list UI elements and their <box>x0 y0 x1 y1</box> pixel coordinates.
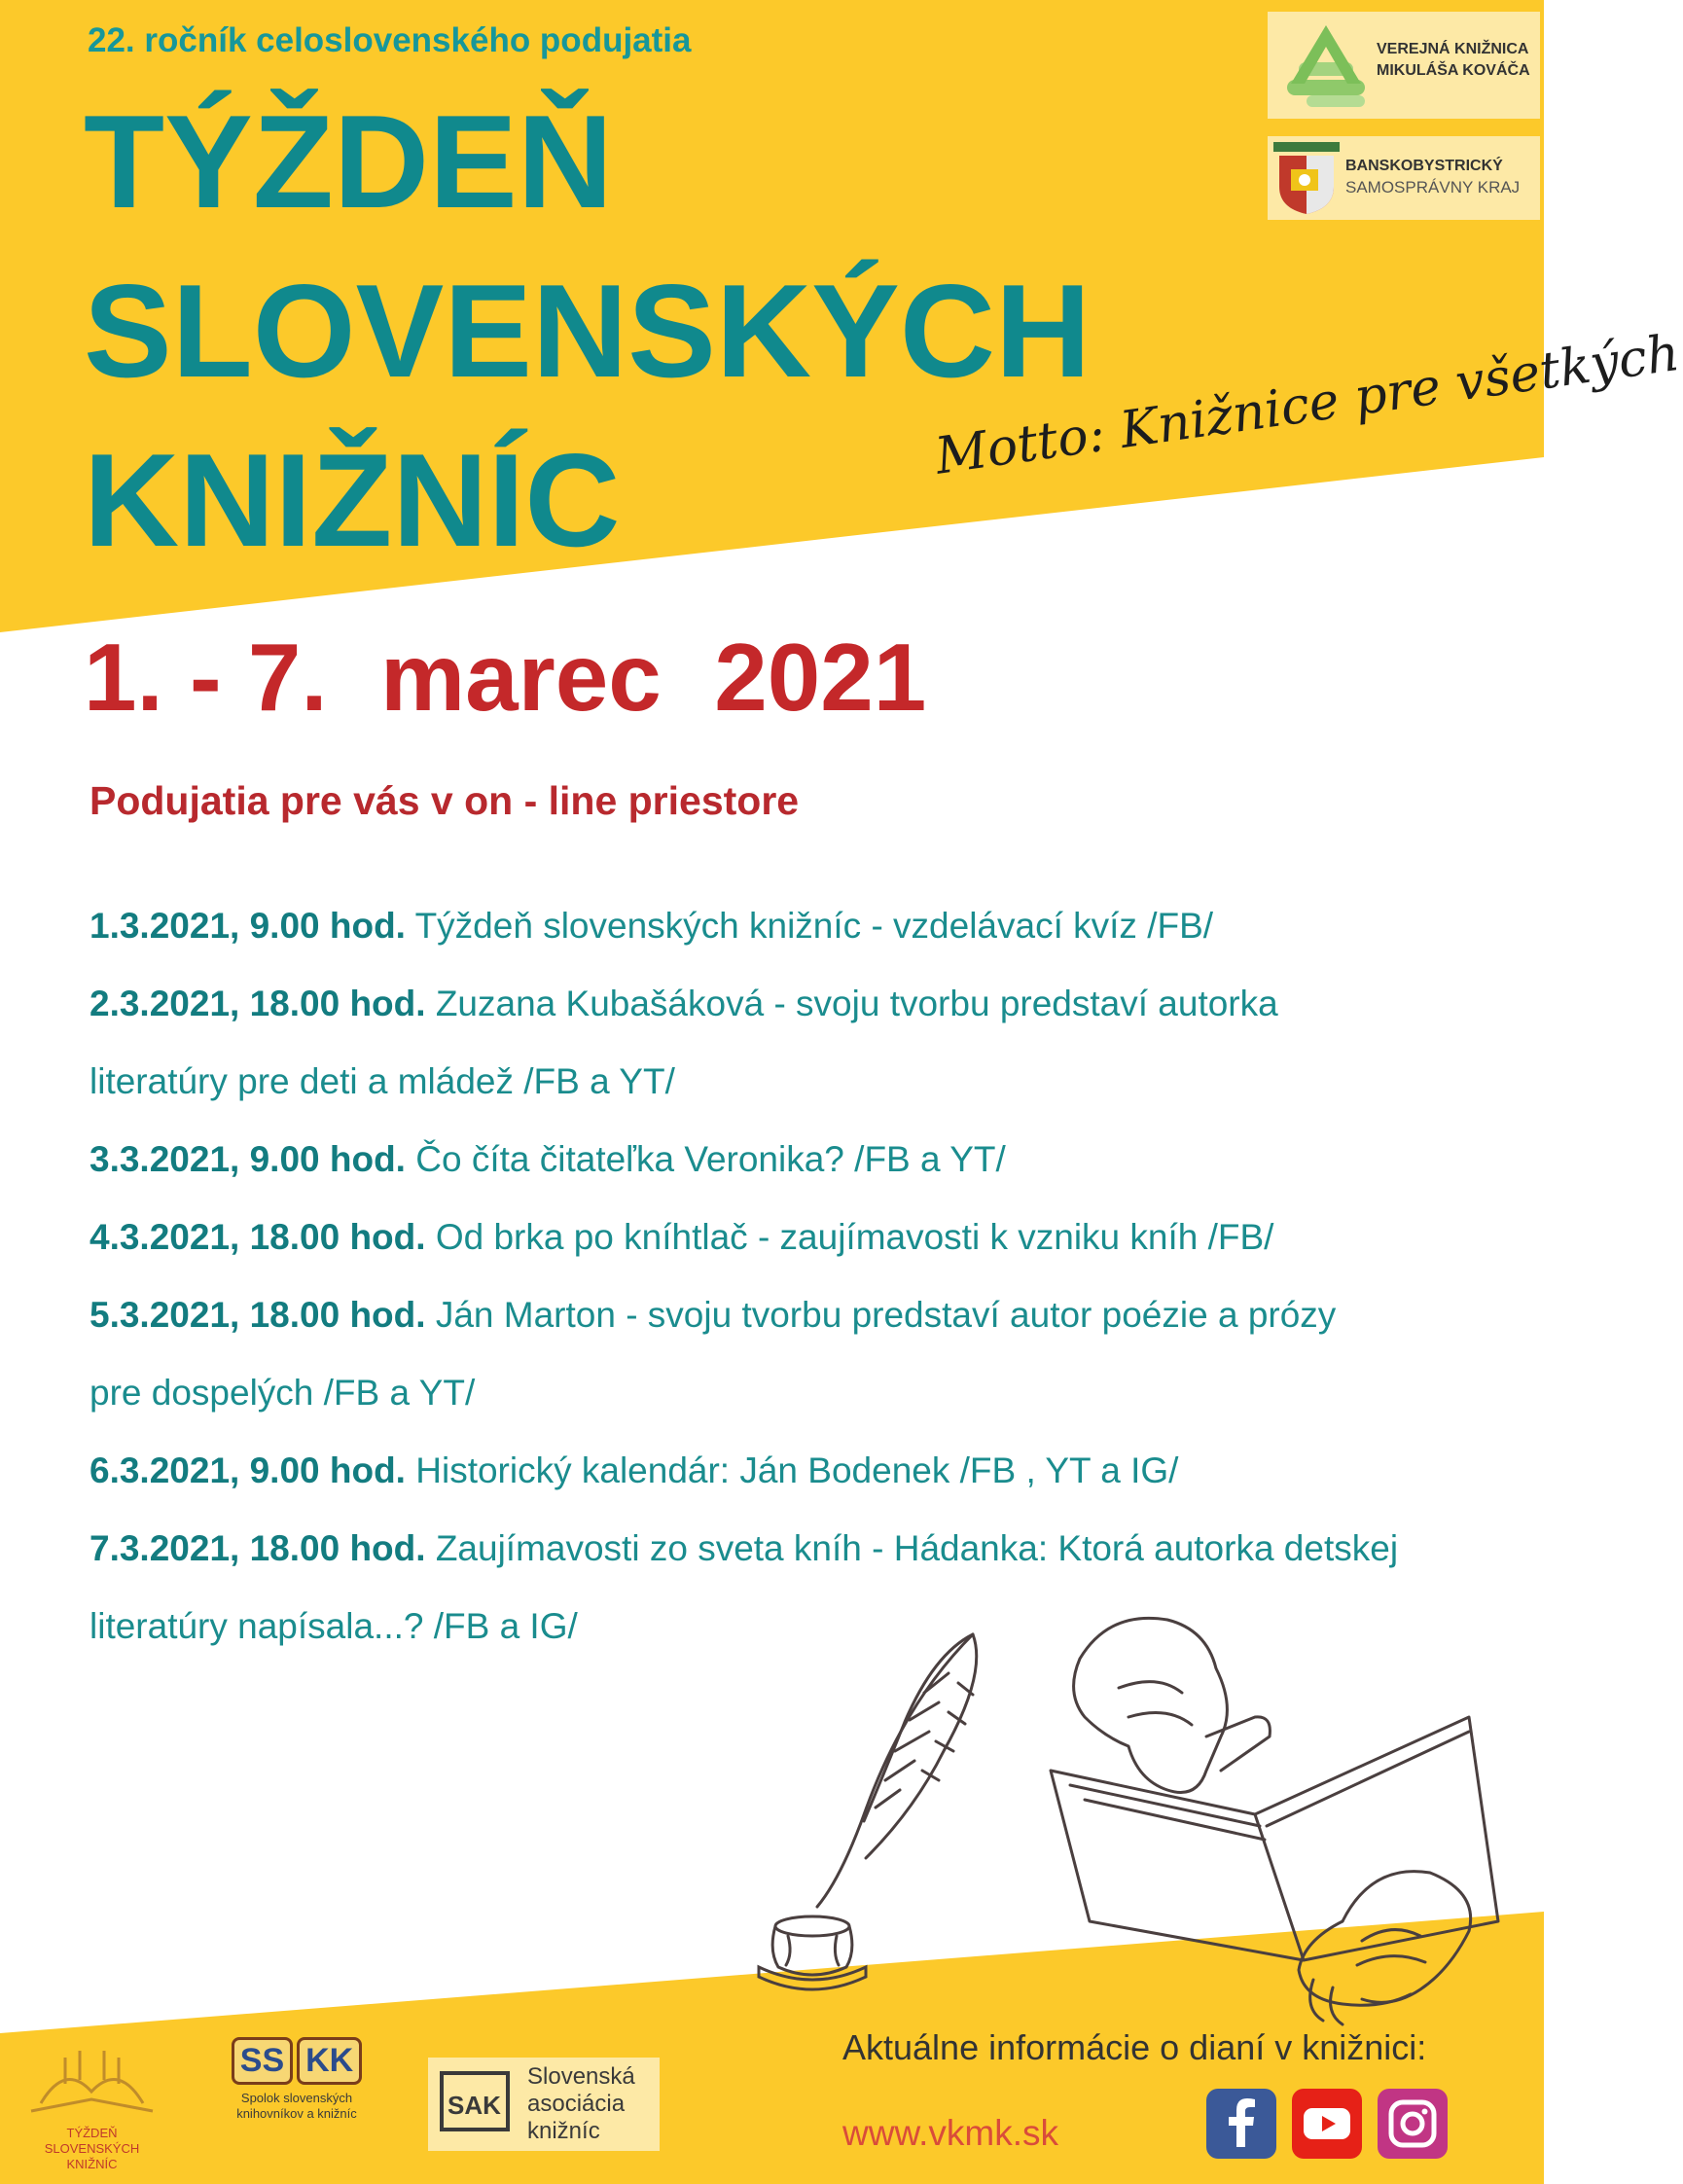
sak-logo-house-icon <box>440 2071 510 2131</box>
event-time: 2.3.2021, 18.00 hod. <box>90 984 426 1023</box>
sak-logo-text <box>527 2063 635 2145</box>
event-description: Ján Marton - svoju tvorbu predstaví autor poézie a prózy pre dospelých /FB a YT/ <box>90 1295 1337 1413</box>
event-item <box>90 1276 1398 1432</box>
sskk-logo-line-1: Spolok slovenských <box>240 2091 353 2105</box>
facebook-icon[interactable] <box>1206 2089 1276 2159</box>
library-logo-line-1: VEREJNÁ KNIŽNICA <box>1377 41 1529 57</box>
sak-logo-line-3: knižníc <box>527 2118 600 2144</box>
event-time: 7.3.2021, 18.00 hod. <box>90 1528 426 1568</box>
youtube-icon[interactable] <box>1292 2089 1362 2159</box>
event-time: 5.3.2021, 18.00 hod. <box>90 1295 426 1335</box>
quill-and-inkwell-illustration <box>749 1615 1021 1985</box>
sak-logo-line-1: Slovenská <box>527 2063 635 2090</box>
event-list <box>90 887 1451 1665</box>
sak-logo-line-2: asociácia <box>527 2091 626 2117</box>
sskk-logo-right: KK <box>297 2037 362 2085</box>
event-item <box>90 1199 1451 1276</box>
event-description: Zuzana Kubašáková - svoju tvorbu predstaví autorka literatúry pre deti a mládež /FB a YT/ <box>90 984 1278 1101</box>
title-line-3: KNIŽNÍC <box>84 426 621 574</box>
sak-logo-abbr: SAK <box>448 2091 501 2120</box>
sak-logo <box>428 2058 660 2151</box>
event-item <box>90 965 1286 1121</box>
event-item <box>90 1432 1354 1510</box>
title-line-2: SLOVENSKÝCH <box>84 257 1092 405</box>
motto: Motto: Knižnice pre všetkých <box>931 323 1683 486</box>
library-logo-mark <box>1277 19 1375 113</box>
event-subtitle: 22. ročník celoslovenského podujatia <box>88 21 692 59</box>
sskk-logo-left: SS <box>232 2037 293 2085</box>
tsk-logo-line-2: KNIŽNÍC <box>66 2157 118 2171</box>
sskk-logo-mark <box>224 2037 370 2085</box>
tsk-logo <box>21 2043 162 2172</box>
tsk-logo-book-icon <box>21 2043 162 2121</box>
instagram-icon[interactable] <box>1378 2089 1448 2159</box>
website-link[interactable]: www.vkmk.sk <box>842 2113 1058 2153</box>
event-time: 1.3.2021, 9.00 hod. <box>90 906 406 946</box>
event-description: Čo číta čitateľka Veronika? /FB a YT/ <box>405 1139 1006 1179</box>
region-coat-of-arms-icon <box>1273 142 1340 216</box>
event-item <box>90 1121 1354 1199</box>
event-description: Historický kalendár: Ján Bodenek /FB , YT a IG/ <box>405 1450 1179 1490</box>
event-description: Zaujímavosti zo sveta kníh - Hádanka: Ktorá autorka detskej literatúry napísala...? /FB a IG/ <box>90 1528 1399 1646</box>
region-logo <box>1268 136 1540 220</box>
event-time: 6.3.2021, 9.00 hod. <box>90 1450 406 1490</box>
hands-holding-book-illustration <box>1012 1600 1518 2028</box>
event-description: Týždeň slovenských knižníc - vzdelávací kvíz /FB/ <box>405 906 1214 946</box>
region-logo-line-1: BANSKOBYSTRICKÝ <box>1345 158 1503 174</box>
sskk-logo-line-2: knihovníkov a knižníc <box>236 2106 357 2121</box>
library-logo <box>1268 12 1540 119</box>
event-time: 4.3.2021, 18.00 hod. <box>90 1217 426 1257</box>
event-time: 3.3.2021, 9.00 hod. <box>90 1139 406 1179</box>
event-item <box>90 887 1354 965</box>
event-date: 1. - 7. marec 2021 <box>84 624 927 731</box>
title-line-1: TÝŽDEŇ <box>84 88 613 235</box>
section-title: Podujatia pre vás v on - line priestore <box>90 778 800 823</box>
sskk-logo <box>224 2037 370 2122</box>
tsk-logo-line-1: TÝŽDEŇ SLOVENSKÝCH <box>44 2126 140 2156</box>
library-logo-line-2: MIKULÁŠA KOVÁČA <box>1377 62 1530 79</box>
region-logo-line-2: SAMOSPRÁVNY KRAJ <box>1345 178 1521 197</box>
event-description: Od brka po kníhtlač - zaujímavosti k vzniku kníh /FB/ <box>425 1217 1274 1257</box>
footer-info: Aktuálne informácie o dianí v knižnici: <box>842 2027 1427 2067</box>
